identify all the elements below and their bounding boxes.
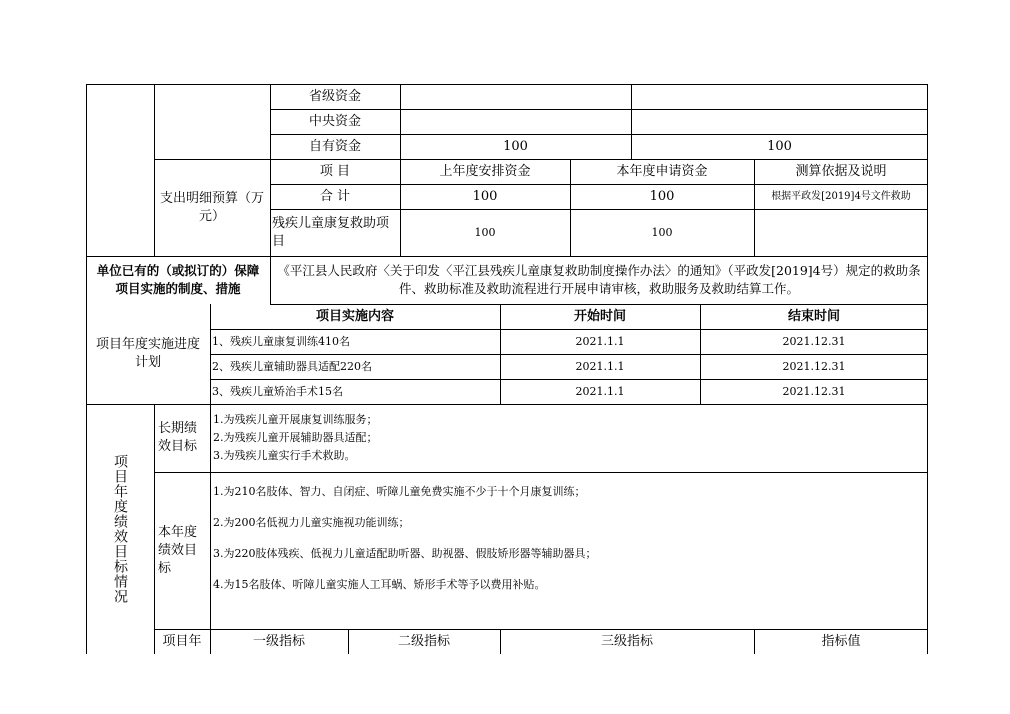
policy-label: 单位已有的（或拟订的）保障项目实施的制度、措施 <box>96 263 260 296</box>
performance-label: 项目年度绩效目标情况 <box>112 454 128 604</box>
funding-value-own-2: 100 <box>767 138 792 154</box>
indicator-header-year: 项目年 <box>162 633 202 649</box>
budget-total-label: 合 计 <box>319 188 351 204</box>
budget-item-curr: 100 <box>651 225 673 239</box>
long-term-goal-item: 2.为残疾儿童开展辅助器具适配； <box>213 431 378 444</box>
funding-value-provincial-1 <box>400 84 631 109</box>
form-table <box>86 84 928 654</box>
indicator-header-level3: 三级指标 <box>600 633 653 649</box>
funding-value-central-1 <box>400 109 631 134</box>
indicator-header-level1: 一级指标 <box>252 633 305 649</box>
budget-header-item: 项 目 <box>319 163 351 179</box>
budget-total-prev: 100 <box>472 188 498 204</box>
annual-goal-item: 4.为15名肢体、听障儿童实施人工耳蜗、矫形手术等予以费用补贴。 <box>213 578 546 591</box>
schedule-row-end: 2021.12.31 <box>782 384 846 398</box>
long-term-goal-item: 1.为残疾儿童开展康复训练服务； <box>213 413 378 426</box>
budget-item-prev: 100 <box>474 225 496 239</box>
schedule-label: 项目年度实施进度计划 <box>95 337 200 370</box>
funding-label-own: 自有资金 <box>308 138 361 154</box>
annual-goal-item: 1.为210名肢体、智力、自闭症、听障儿童免费实施不少于十个月康复训练； <box>213 485 586 498</box>
budget-section-label: 支出明细预算（万元） <box>159 190 264 224</box>
budget-item-label: 残疾儿童康复救助项目 <box>272 215 390 249</box>
annual-goal-item: 2.为200名低视力儿童实施视功能训练； <box>213 516 410 529</box>
indicator-header-level2: 二级指标 <box>397 633 450 649</box>
funding-value-own-1: 100 <box>503 138 528 154</box>
indicator-header-value: 指标值 <box>821 633 861 649</box>
long-term-goal-item: 3.为残疾儿童实行手术救助。 <box>213 449 356 462</box>
funding-value-central-2 <box>631 109 928 134</box>
schedule-row-content: 3、残疾儿童矫治手术15名 <box>212 384 343 398</box>
schedule-row-start: 2021.1.1 <box>575 334 625 348</box>
budget-item-basis <box>754 209 928 256</box>
schedule-header-start: 开始时间 <box>573 308 626 324</box>
budget-total-curr: 100 <box>649 188 675 204</box>
budget-header-basis: 测算依据及说明 <box>795 163 887 179</box>
annual-goal-label: 本年度绩效目标 <box>158 524 198 576</box>
annual-goal-list <box>213 476 597 600</box>
schedule-row-content: 1、残疾儿童康复训练410名 <box>212 334 350 348</box>
annual-goal-item: 3.为220肢体残疾、低视力儿童适配助听器、助视器、假肢矫形器等辅助器具； <box>213 547 597 560</box>
funding-value-provincial-2 <box>631 84 928 109</box>
budget-total-basis: 根据平政发[2019]4号文件救助 <box>771 190 911 202</box>
schedule-row-end: 2021.12.31 <box>782 359 846 373</box>
schedule-row-content: 2、残疾儿童辅助器具适配220名 <box>212 359 372 373</box>
funding-label-provincial: 省级资金 <box>308 88 361 104</box>
schedule-row-end: 2021.12.31 <box>782 334 846 348</box>
policy-text: 《平江县人民政府〈关于印发〈平江县残疾儿童康复救助制度操作办法〉的通知》（平政发[2019]4号）规定的救助条件、救助标准及救助流程进行开展申请审核，救助服务及救助结算工作。 <box>277 263 921 296</box>
long-term-goal-list <box>213 411 378 465</box>
budget-header-prev: 上年度安排资金 <box>439 163 531 179</box>
schedule-row-start: 2021.1.1 <box>575 384 625 398</box>
schedule-header-end: 结束时间 <box>787 308 840 324</box>
funding-label-central: 中央资金 <box>308 113 361 129</box>
budget-header-curr: 本年度申请资金 <box>616 163 708 179</box>
schedule-header-content: 项目实施内容 <box>315 308 394 324</box>
schedule-row-start: 2021.1.1 <box>575 359 625 373</box>
long-term-goal-label: 长期绩效目标 <box>158 421 198 454</box>
